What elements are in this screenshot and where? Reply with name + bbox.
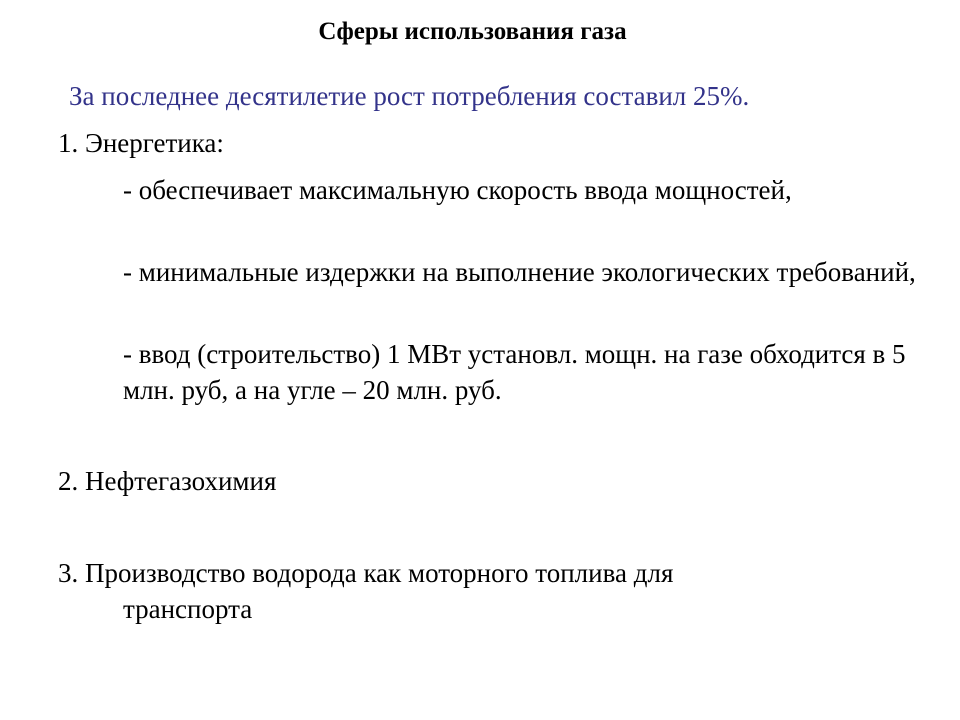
slide-title: Сферы использования газа: [318, 18, 627, 45]
energy-point-2: - минимальные издержки на выполнение экологических требований,: [123, 257, 916, 287]
section-heading-energy: 1. Энергетика:: [58, 128, 224, 158]
energy-point-1: - обеспечивает максимальную скорость ввода мощностей,: [123, 175, 792, 205]
section-heading-petrochemistry: 2. Нефтегазохимия: [58, 466, 277, 496]
energy-point-3: - ввод (строительство) 1 МВт установл. мощн. на газе обходится в 5 млн. руб, а на угле – 20 млн. руб.: [123, 339, 906, 405]
section-heading-hydrogen-continued: транспорта: [123, 594, 253, 624]
slide-subtitle: За последнее десятилетие рост потребления составил 25%.: [69, 81, 750, 111]
section-heading-hydrogen: 3. Производство водорода как моторного топлива для: [58, 558, 674, 588]
